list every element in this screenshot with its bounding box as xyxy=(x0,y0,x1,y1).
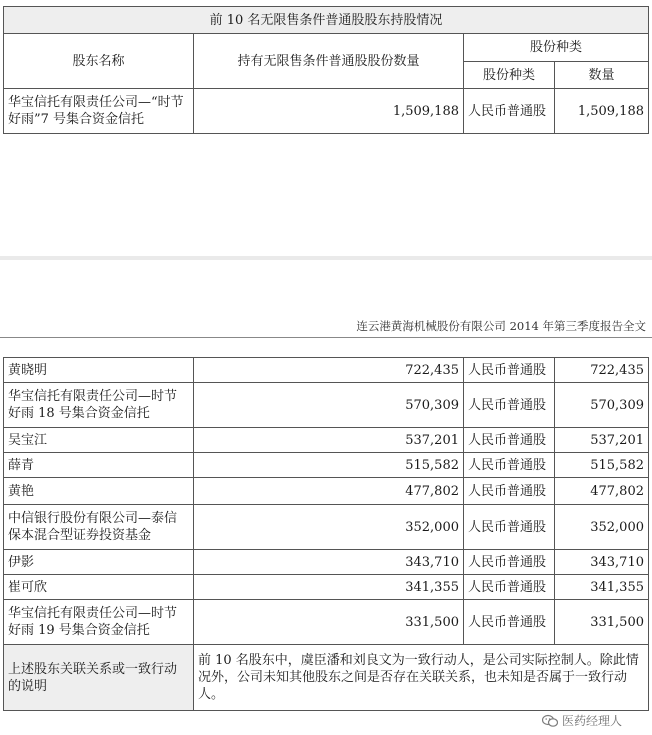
holder-quantity: 570,309 xyxy=(194,383,464,428)
holder-share-type: 人民币普通股 xyxy=(464,505,555,550)
top-holdings-table xyxy=(3,6,649,134)
holder-amount: 352,000 xyxy=(555,505,649,550)
holder-amount: 515,582 xyxy=(555,453,649,478)
watermark-text: 医药经理人 xyxy=(561,714,622,728)
holder-name: 崔可欣 xyxy=(4,575,194,600)
holder-amount: 477,802 xyxy=(555,478,649,505)
top-page-section xyxy=(0,0,652,170)
holder-name: 伊影 xyxy=(4,550,194,575)
holder-amount: 570,309 xyxy=(555,383,649,428)
holder-share-type: 人民币普通股 xyxy=(464,600,555,645)
table-row xyxy=(4,575,649,600)
table-row xyxy=(4,453,649,478)
holder-quantity: 477,802 xyxy=(194,478,464,505)
footer-divider xyxy=(0,337,652,338)
column-header-amount: 数量 xyxy=(555,62,649,89)
table-row xyxy=(4,428,649,453)
holder-amount: 1,509,188 xyxy=(555,89,649,134)
holder-amount: 331,500 xyxy=(555,600,649,645)
table-row xyxy=(4,89,649,134)
holder-amount: 343,710 xyxy=(555,550,649,575)
holder-share-type: 人民币普通股 xyxy=(464,550,555,575)
holder-quantity: 722,435 xyxy=(194,358,464,383)
relation-text: 前 10 名股东中，虞臣潘和刘良文为一致行动人，是公司实际控制人。除此情况外，公司未知其他股东之间是否存在关联关系，也未知是否属于一致行动人。 xyxy=(194,645,649,711)
wechat-icon xyxy=(542,714,558,728)
holder-quantity: 537,201 xyxy=(194,428,464,453)
holder-name: 华宝信托有限责任公司—时节好雨 18 号集合资金信托 xyxy=(4,383,194,428)
bottom-holdings-table xyxy=(3,357,649,711)
table-row xyxy=(4,358,649,383)
holder-share-type: 人民币普通股 xyxy=(464,453,555,478)
holder-share-type: 人民币普通股 xyxy=(464,89,555,134)
holder-share-type: 人民币普通股 xyxy=(464,383,555,428)
table-row xyxy=(4,478,649,505)
holder-name: 吴宝江 xyxy=(4,428,194,453)
holder-name: 华宝信托有限责任公司—时节好雨 19 号集合资金信托 xyxy=(4,600,194,645)
holder-amount: 722,435 xyxy=(555,358,649,383)
holder-quantity: 1,509,188 xyxy=(194,89,464,134)
bottom-page-section xyxy=(0,350,652,735)
table-row xyxy=(4,550,649,575)
report-footer-title: 连云港黄海机械股份有限公司 2014 年第三季度报告全文 xyxy=(356,319,646,333)
holder-name: 黄艳 xyxy=(4,478,194,505)
holder-share-type: 人民币普通股 xyxy=(464,358,555,383)
table-row xyxy=(4,383,649,428)
watermark xyxy=(542,712,622,729)
column-header-quantity: 持有无限售条件普通股股份数量 xyxy=(194,34,464,89)
holder-share-type: 人民币普通股 xyxy=(464,478,555,505)
column-header-share-type-group: 股份种类 xyxy=(464,34,649,62)
relation-row xyxy=(4,645,649,711)
column-header-holder: 股东名称 xyxy=(4,34,194,89)
table-title: 前 10 名无限售条件普通股股东持股情况 xyxy=(4,7,649,34)
holder-amount: 537,201 xyxy=(555,428,649,453)
page-gap xyxy=(0,256,652,260)
holder-share-type: 人民币普通股 xyxy=(464,428,555,453)
holder-quantity: 343,710 xyxy=(194,550,464,575)
holder-share-type: 人民币普通股 xyxy=(464,575,555,600)
holder-quantity: 515,582 xyxy=(194,453,464,478)
holder-quantity: 331,500 xyxy=(194,600,464,645)
holder-quantity: 341,355 xyxy=(194,575,464,600)
holder-amount: 341,355 xyxy=(555,575,649,600)
holder-name: 黄晓明 xyxy=(4,358,194,383)
holder-name: 薛青 xyxy=(4,453,194,478)
relation-label: 上述股东关联关系或一致行动的说明 xyxy=(4,645,194,711)
column-header-share-type: 股份种类 xyxy=(464,62,555,89)
holder-quantity: 352,000 xyxy=(194,505,464,550)
holder-name: 中信银行股份有限公司—泰信保本混合型证券投资基金 xyxy=(4,505,194,550)
table-row xyxy=(4,505,649,550)
holder-name: 华宝信托有限责任公司—“时节好雨”7 号集合资金信托 xyxy=(4,89,194,134)
table-row xyxy=(4,600,649,645)
